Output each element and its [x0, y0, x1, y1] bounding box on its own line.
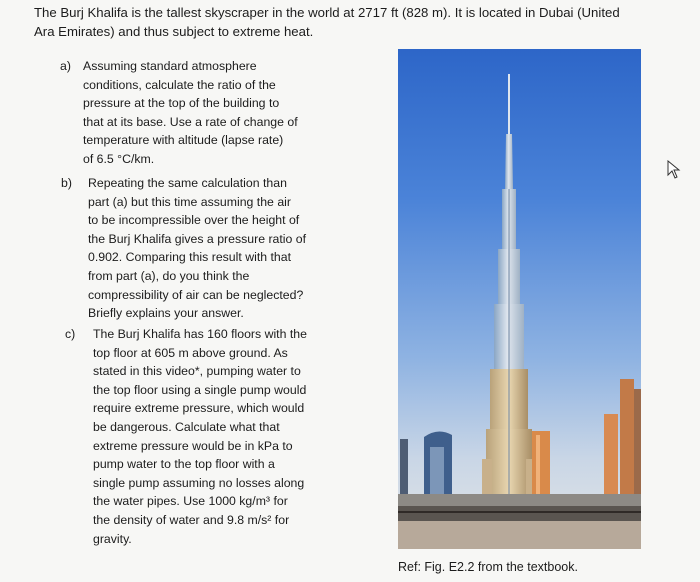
burj-khalifa-photo [398, 49, 641, 549]
question-a-line: of 6.5 °C/km. [83, 151, 155, 166]
question-b-line: Briefly explains your answer. [88, 306, 244, 321]
question-c-line: the water pipes. Use 1000 kg/m³ for [93, 494, 288, 509]
question-c-line: the top floor using a single pump would [93, 382, 307, 397]
question-c-line: single pump assuming no losses along [93, 475, 305, 490]
question-c-line: the density of water and 9.8 m/s² for [93, 512, 290, 527]
question-c-line: The Burj Khalifa has 160 floors with the [93, 327, 307, 341]
intro-line-1: The Burj Khalifa is the tallest skyscraper in the world at 2717 ft (828 m). It is located in Dubai (United [34, 5, 620, 20]
question-b-line: part (a) but this time assuming the air [88, 194, 291, 209]
question-c-text [93, 325, 338, 548]
figure-caption: Ref: Fig. E2.2 from the textbook. [398, 560, 578, 574]
question-a-label: a) [60, 59, 71, 73]
question-b-line: Repeating the same calculation than [88, 176, 287, 190]
question-a-text [83, 57, 333, 169]
question-a-line: pressure at the top of the building to [83, 96, 280, 111]
problem-intro [34, 3, 674, 41]
question-b-line: compressibility of air can be neglected? [88, 287, 304, 302]
question-b-line: the Burj Khalifa gives a pressure ratio of [88, 231, 307, 246]
question-a-line: temperature with altitude (lapse rate) [83, 133, 284, 148]
question-c-line: extreme pressure would be in kPa to [93, 438, 293, 453]
intro-line-2: Ara Emirates) and thus subject to extreme heat. [34, 24, 314, 39]
question-b-line: 0.902. Comparing this result with that [88, 250, 292, 265]
question-c-line: gravity. [93, 531, 132, 546]
question-a-line: that at its base. Use a rate of change of [83, 114, 298, 129]
question-c-line: pump water to the top floor with a [93, 457, 275, 472]
question-a-line: Assuming standard atmosphere [83, 59, 257, 73]
question-b-line: from part (a), do you think the [88, 268, 250, 283]
question-b-line: to be incompressible over the height of [88, 213, 300, 228]
question-b-label: b) [61, 176, 72, 190]
question-c-line: be dangerous. Calculate what that [93, 419, 280, 434]
question-a-line: conditions, calculate the ratio of the [83, 77, 276, 92]
question-c-line: require extreme pressure, which would [93, 401, 305, 416]
question-c-line: top floor at 605 m above ground. As [93, 345, 288, 360]
question-b-text [88, 174, 338, 323]
question-c-label: c) [65, 327, 76, 341]
mouse-pointer-icon [666, 160, 682, 180]
burj-khalifa-illustration [398, 49, 641, 549]
question-c-line: stated in this video*, pumping water to [93, 364, 301, 379]
